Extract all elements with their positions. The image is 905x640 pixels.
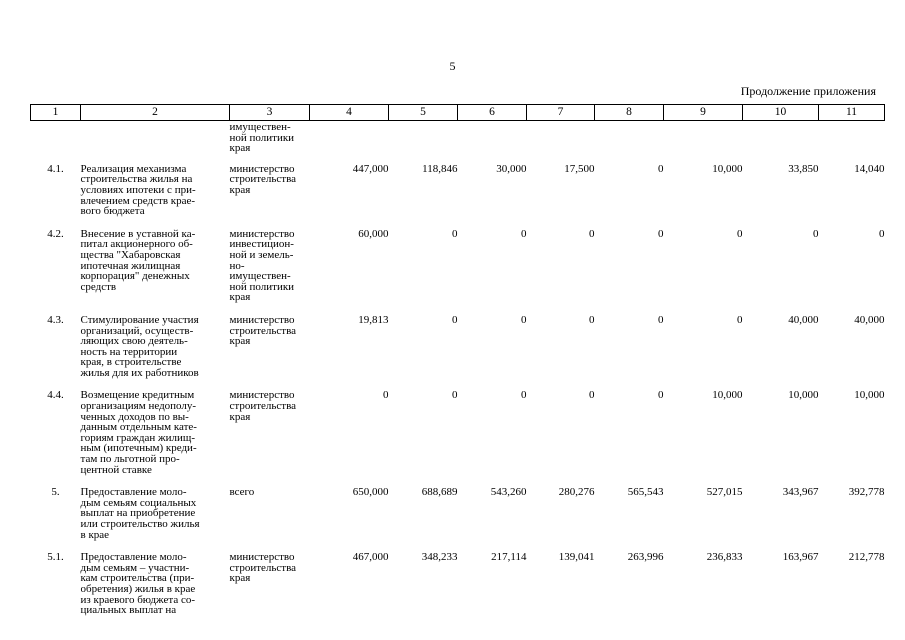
row-value-col-11: 212,778	[848, 551, 885, 564]
row-value-col-10: 10,000	[788, 389, 819, 402]
activity-line: Реализация механизма	[80, 162, 187, 175]
row-activity-name	[81, 475, 230, 540]
row-value-col-8: 0	[658, 162, 664, 175]
executor-line: министерство	[229, 313, 295, 326]
executor-line: края	[229, 183, 251, 196]
row-value-col-9: 236,833	[706, 551, 743, 564]
row-number: 4.2.	[47, 227, 64, 240]
row-value-col-5: 118,846	[422, 162, 458, 175]
budget-table	[30, 104, 885, 616]
executor-line: имуществен-	[229, 270, 291, 283]
column-header-1: 1	[31, 105, 81, 121]
carryover-executor	[230, 121, 310, 154]
activity-line: ность на территории	[80, 345, 178, 358]
row-value-col-6: 543,260	[490, 486, 527, 499]
row-value-col-10: 0	[813, 227, 819, 240]
executor-line: но-	[229, 259, 245, 272]
activity-line: края, в строительстве	[80, 356, 182, 369]
row-activity-name	[81, 303, 230, 379]
activity-line: Предоставление моло-	[80, 486, 187, 499]
row-value-col-7: 0	[589, 313, 595, 326]
row-value-col-11: 10,000	[854, 389, 885, 402]
executor-line: края	[229, 335, 251, 348]
row-number: 4.4.	[47, 389, 64, 402]
row-activity-name	[81, 154, 230, 217]
activity-line: выплат на приобретение	[80, 507, 196, 520]
executor-line: края	[229, 572, 251, 585]
activity-line: влечением средств крае-	[80, 194, 196, 207]
row-activity-name	[81, 540, 230, 616]
executor-line: министерство	[229, 227, 295, 240]
activity-line: вого бюджета	[80, 205, 145, 218]
row-value-col-11: 0	[879, 227, 885, 240]
row-executor	[230, 540, 310, 616]
column-header-9: 9	[664, 105, 743, 121]
row-value-col-4: 650,000	[352, 486, 389, 499]
row-value-col-5: 0	[452, 389, 458, 402]
row-number: 5.1.	[47, 551, 64, 564]
activity-line: корпорация" денежных	[80, 270, 190, 283]
activity-line: ченных доходов по вы-	[80, 410, 189, 423]
row-number: 5.	[51, 486, 60, 499]
row-value-col-7: 0	[589, 389, 595, 402]
row-value-col-5: 0	[452, 227, 458, 240]
activity-line: гориям граждан жилищ-	[80, 431, 196, 444]
row-value-col-8: 0	[658, 227, 664, 240]
activity-line: данным отдельным кате-	[80, 421, 197, 434]
column-header-4: 4	[310, 105, 389, 121]
activity-line: обретения) жилья в крае	[80, 582, 196, 595]
column-header-3: 3	[230, 105, 310, 121]
row-value-col-6: 0	[521, 227, 527, 240]
row-value-col-6: 0	[521, 313, 527, 326]
page-number: 5	[449, 59, 456, 73]
activity-line: там по льготной про-	[80, 453, 180, 466]
row-executor	[230, 378, 310, 475]
column-header-2: 2	[81, 105, 230, 121]
row-value-col-6: 0	[521, 389, 527, 402]
activity-line: жилья для их работников	[80, 366, 199, 379]
row-executor	[230, 154, 310, 217]
column-header-6: 6	[458, 105, 527, 121]
row-value-col-6: 30,000	[496, 162, 527, 175]
activity-line: ипотечная жилищная	[80, 259, 181, 272]
column-header-10: 10	[743, 105, 819, 121]
row-activity-name	[81, 378, 230, 475]
row-value-col-5: 348,233	[421, 551, 458, 564]
activity-line: Внесение в уставной ка-	[80, 227, 196, 240]
row-value-col-4: 0	[383, 389, 389, 402]
row-value-col-9: 10,000	[712, 162, 743, 175]
executor-line: строительства	[229, 324, 297, 337]
column-header-7: 7	[527, 105, 595, 121]
executor-line: ной политики	[229, 131, 295, 144]
row-value-col-10: 163,967	[782, 551, 819, 564]
row-value-col-7: 17,500	[564, 162, 595, 175]
executor-line: ной политики	[229, 280, 295, 293]
row-value-col-7: 0	[589, 227, 595, 240]
row-value-col-11: 392,778	[848, 486, 885, 499]
row-value-col-9: 527,015	[706, 486, 743, 499]
activity-line: из краевого бюджета со-	[80, 593, 196, 606]
activity-line: ляющих свою деятель-	[80, 335, 188, 348]
activity-line: организаций, осуществ-	[80, 324, 194, 337]
activity-line: питал акционерного об-	[80, 238, 193, 251]
executor-line: строительства	[229, 173, 297, 186]
activity-line: строительства жилья на	[80, 173, 193, 186]
activity-line: кам строительства (при-	[80, 572, 195, 585]
executor-line: ной и земель-	[229, 248, 294, 261]
activity-line: циальных выплат на	[80, 604, 177, 617]
row-value-col-8: 0	[658, 313, 664, 326]
executor-line: министерство	[229, 551, 295, 564]
executor-line: министерство	[229, 162, 295, 175]
row-value-col-7: 139,041	[558, 551, 595, 564]
row-value-col-6: 217,114	[491, 551, 527, 564]
table-row	[31, 475, 885, 540]
row-value-col-10: 33,850	[788, 162, 819, 175]
row-value-col-5: 688,689	[421, 486, 458, 499]
activity-line: или строительство жилья	[80, 518, 200, 530]
activity-line: Стимулирование участия	[80, 313, 199, 326]
table-row	[31, 217, 885, 303]
executor-line: края	[229, 291, 251, 304]
row-value-col-8: 263,996	[627, 551, 664, 564]
table-row	[31, 540, 885, 616]
table-body	[31, 121, 885, 616]
activity-line: дым семьям социальных	[80, 496, 197, 509]
executor-line: инвестицион-	[229, 238, 294, 251]
row-executor	[230, 303, 310, 379]
continuation-label: Продолжение приложения	[740, 84, 876, 98]
row-value-col-4: 447,000	[352, 162, 389, 175]
activity-line: в крае	[80, 528, 110, 541]
table-row	[31, 154, 885, 217]
row-value-col-11: 14,040	[854, 162, 885, 175]
activity-line: условиях ипотеки с при-	[80, 183, 196, 196]
header-row	[31, 105, 885, 121]
row-value-col-4: 19,813	[358, 313, 389, 326]
row-value-col-11: 40,000	[854, 313, 885, 326]
activity-line: ным (ипотечным) креди-	[80, 442, 197, 455]
executor-line: строительства	[229, 400, 297, 413]
executor-line: края	[229, 410, 251, 423]
executor-line: всего	[229, 486, 255, 499]
row-value-col-9: 10,000	[712, 389, 743, 402]
table-row	[31, 303, 885, 379]
row-value-col-4: 467,000	[352, 551, 389, 564]
row-value-col-9: 0	[737, 313, 743, 326]
row-number: 4.1.	[47, 162, 64, 175]
executor-line: края	[229, 142, 251, 155]
activity-line: дым семьям – участни-	[80, 561, 190, 574]
row-value-col-10: 40,000	[788, 313, 819, 326]
executor-line: министерство	[229, 389, 295, 402]
table-row	[31, 378, 885, 475]
executor-line: имуществен-	[229, 121, 291, 133]
activity-line: Предоставление моло-	[80, 551, 187, 564]
executor-line: строительства	[229, 561, 297, 574]
activity-line: центной ставке	[80, 463, 152, 476]
row-value-col-5: 0	[452, 313, 458, 326]
column-header-11: 11	[819, 105, 885, 121]
activity-line: организациям недополу-	[80, 400, 197, 413]
row-value-col-4: 60,000	[358, 227, 389, 240]
activity-line: щества "Хабаровская	[80, 248, 181, 261]
row-executor	[230, 217, 310, 303]
row-number: 4.3.	[47, 313, 64, 326]
column-header-8: 8	[595, 105, 664, 121]
carryover-row	[31, 121, 885, 154]
row-value-col-8: 0	[658, 389, 664, 402]
row-value-col-7: 280,276	[558, 486, 595, 499]
activity-line: средств	[80, 280, 117, 293]
row-activity-name	[81, 217, 230, 303]
column-header-5: 5	[389, 105, 458, 121]
row-executor	[230, 475, 310, 540]
activity-line: Возмещение кредитным	[80, 389, 195, 402]
row-value-col-10: 343,967	[782, 486, 819, 499]
row-value-col-9: 0	[737, 227, 743, 240]
row-value-col-8: 565,543	[627, 486, 664, 499]
